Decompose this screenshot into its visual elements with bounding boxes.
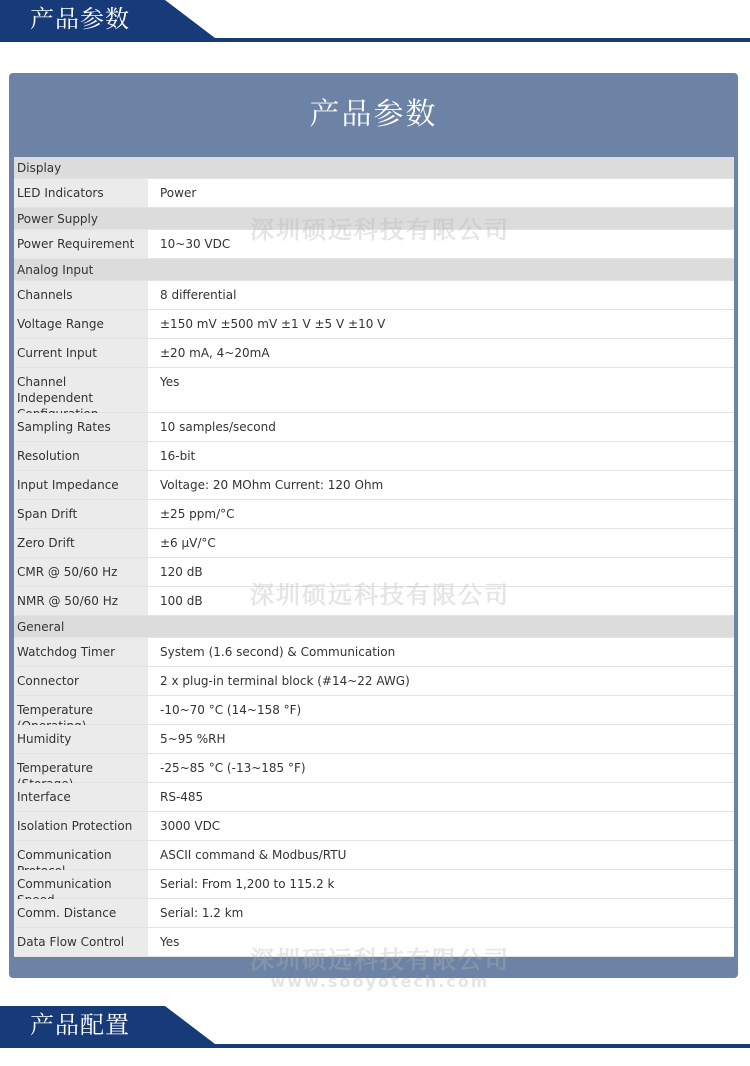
spec-value: ±20 mA, 4~20mA xyxy=(160,346,270,360)
spec-row xyxy=(14,870,734,899)
spec-label: Channels xyxy=(14,281,148,309)
watermark-company: 深圳硕远科技有限公司 xyxy=(250,581,510,609)
spec-row xyxy=(14,928,734,957)
spec-row xyxy=(14,442,734,471)
spec-value: 10 samples/second xyxy=(160,420,276,434)
group-header xyxy=(14,616,734,638)
spec-row xyxy=(14,471,734,500)
group-label: Display xyxy=(17,161,62,175)
spec-label: Connector xyxy=(14,667,148,695)
spec-value: 100 dB xyxy=(160,594,203,608)
group-header xyxy=(14,157,734,179)
spec-value: ±150 mV ±500 mV ±1 V ±5 V ±10 V xyxy=(160,317,386,331)
spec-label: Humidity xyxy=(14,725,148,753)
spec-table xyxy=(14,157,734,957)
spec-label: Temperature xyxy=(14,754,148,782)
spec-value: RS-485 xyxy=(160,790,204,804)
spec-row xyxy=(14,638,734,667)
spec-label: Input Impedance xyxy=(14,471,148,499)
spec-label: Span Drift xyxy=(14,500,148,528)
section-header-config xyxy=(0,1006,750,1050)
spec-row xyxy=(14,230,734,259)
spec-row xyxy=(14,754,734,783)
spec-label: Data Flow Control xyxy=(14,928,148,956)
spec-value: 120 dB xyxy=(160,565,203,579)
spec-label: Isolation Protection xyxy=(14,812,148,840)
spec-row xyxy=(14,558,734,587)
header-underline xyxy=(0,38,750,42)
spec-value: System (1.6 second) & Communication xyxy=(160,645,396,659)
spec-value: Power xyxy=(160,186,197,200)
spec-value: 5~95 %RH xyxy=(160,732,226,746)
spec-value: ASCII command & Modbus/RTU xyxy=(160,848,347,862)
spec-row xyxy=(14,179,734,208)
spec-value: ±25 ppm/°C xyxy=(160,507,235,521)
spec-value: -10~70 °C (14~158 °F) xyxy=(160,703,302,717)
spec-label: Voltage Range xyxy=(14,310,148,338)
spec-label: Current Input xyxy=(14,339,148,367)
spec-label: Temperature xyxy=(14,696,148,724)
spec-row xyxy=(14,310,734,339)
group-label: Power Supply xyxy=(17,212,98,226)
spec-value: 8 differential xyxy=(160,288,237,302)
spec-value: ±6 μV/°C xyxy=(160,536,216,550)
spec-label: CMR @ 50/60 Hz xyxy=(14,558,148,586)
spec-label: Communication xyxy=(14,870,148,898)
spec-value: Yes xyxy=(160,375,180,389)
spec-row xyxy=(14,783,734,812)
spec-row xyxy=(14,667,734,696)
spec-label: Comm. Distance xyxy=(14,899,148,927)
section-header-params xyxy=(0,0,750,44)
group-label: Analog Input xyxy=(17,263,94,277)
spec-label: LED Indicators xyxy=(14,179,148,207)
spec-value: 2 x plug-in terminal block (#14~22 AWG) xyxy=(160,674,410,688)
spec-row xyxy=(14,899,734,928)
spec-label: Communication xyxy=(14,841,148,869)
spec-label: Resolution xyxy=(14,442,148,470)
spec-label: Watchdog Timer xyxy=(14,638,148,666)
spec-label: NMR @ 50/60 Hz xyxy=(14,587,148,615)
spec-value: Yes xyxy=(160,935,180,949)
watermark-company: 深圳硕远科技有限公司 xyxy=(250,216,510,244)
section-title: 产品参数 xyxy=(30,5,130,33)
spec-value: 3000 VDC xyxy=(160,819,221,833)
spec-row xyxy=(14,281,734,310)
spec-label: Power Requirement xyxy=(14,230,148,258)
spec-row xyxy=(14,413,734,442)
spec-row xyxy=(14,587,734,616)
spec-value: -25~85 °C (-13~185 °F) xyxy=(160,761,306,775)
spec-row xyxy=(14,368,734,413)
panel-title: 产品参数 xyxy=(309,97,438,132)
spec-row xyxy=(14,529,734,558)
spec-row xyxy=(14,725,734,754)
spec-value: Serial: 1.2 km xyxy=(160,906,244,920)
spec-label: Interface xyxy=(14,783,148,811)
section-title: 产品配置 xyxy=(30,1011,130,1039)
watermark-url: www.sooyotech.com xyxy=(270,972,490,991)
spec-row xyxy=(14,696,734,725)
spec-label: Channel Independent xyxy=(14,368,148,412)
spec-value: 10~30 VDC xyxy=(160,237,231,251)
watermark-company: 深圳硕远科技有限公司 xyxy=(250,946,510,974)
spec-value: Serial: From 1,200 to 115.2 k xyxy=(160,877,335,891)
spec-row xyxy=(14,841,734,870)
group-label: General xyxy=(17,620,65,634)
spec-row xyxy=(14,500,734,529)
spec-row xyxy=(14,339,734,368)
spec-value: 16-bit xyxy=(160,449,196,463)
group-header xyxy=(14,208,734,230)
spec-label: Sampling Rates xyxy=(14,413,148,441)
header-underline xyxy=(0,1044,750,1048)
group-header xyxy=(14,259,734,281)
spec-label: Zero Drift xyxy=(14,529,148,557)
spec-value: Voltage: 20 MOhm Current: 120 Ohm xyxy=(160,478,384,492)
spec-row xyxy=(14,812,734,841)
